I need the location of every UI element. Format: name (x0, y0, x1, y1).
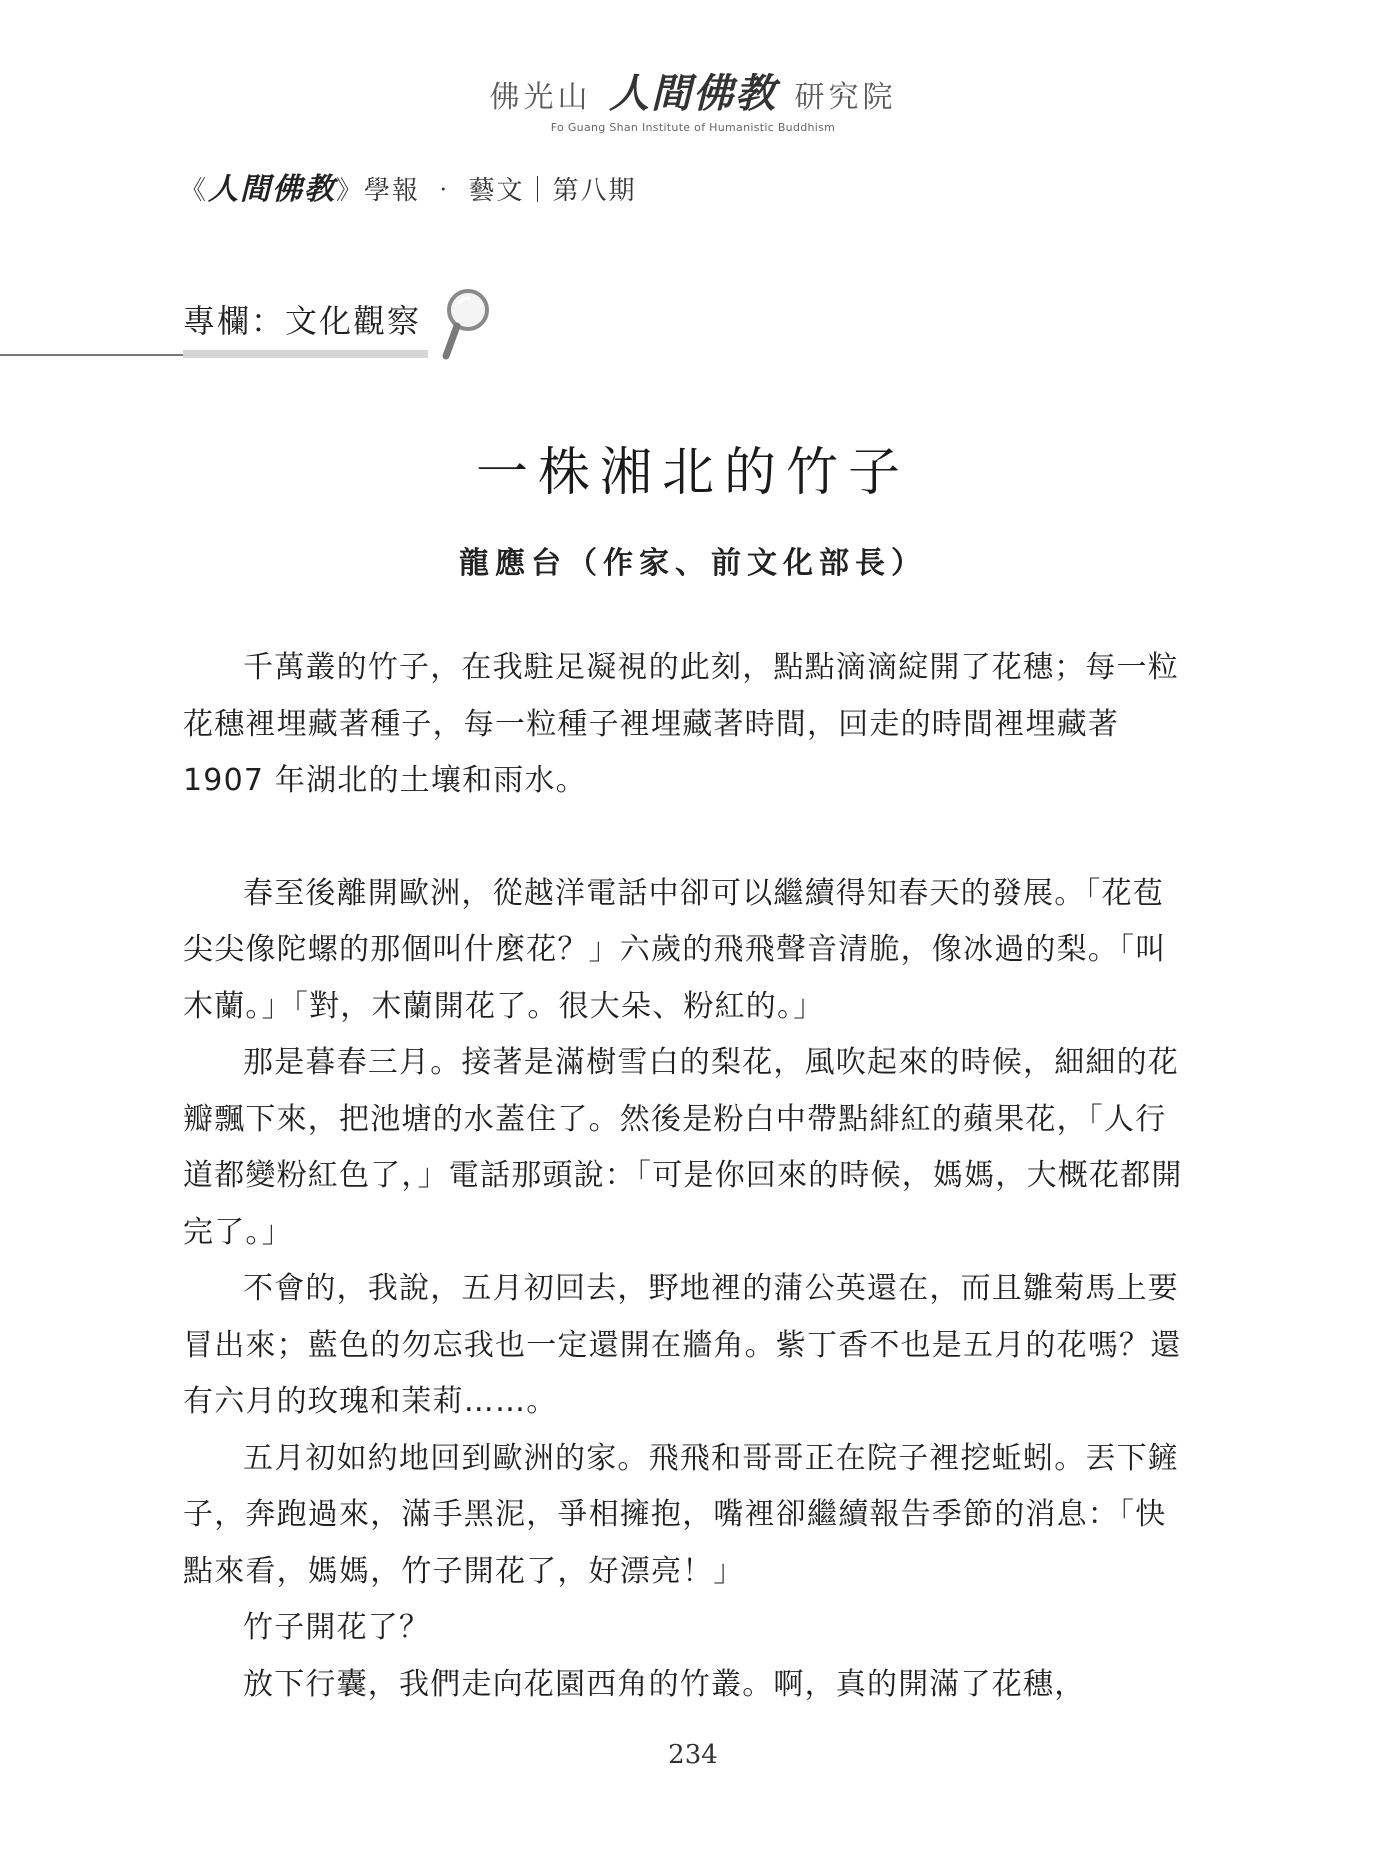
institute-header (0, 62, 1386, 134)
paragraph: 放下行囊，我們走向花園西角的竹叢。啊，真的開滿了花穗， (243, 1666, 1086, 1702)
paragraph: 春至後離開歐洲，從越洋電話中卻可以繼續得知春天的發展。「花苞尖尖像陀螺的那個叫什麼花？」六歲的飛飛聲音清脆，像冰過的梨。「叫木蘭。」「對，木蘭開花了。很大朵、粉紅的。」 (183, 875, 1167, 1024)
institute-prefix: 佛光山 (489, 80, 592, 115)
institute-english-name: Fo Guang Shan Institute of Humanistic Buddhism (550, 121, 836, 134)
paragraph: 竹子開花了？ (243, 1610, 431, 1645)
magnifier-icon (440, 286, 492, 362)
journal-issue: 》學報 ‧ 藝文｜第八期 (336, 176, 637, 206)
paragraph: 千萬叢的竹子，在我駐足凝視的此刻，點點滴滴綻開了花穗；每一粒花穗裡埋藏著種子，每一粒種子裡埋藏著時間，回走的時間裡埋藏著 1907 年湖北的土壤和雨水。 (183, 650, 1179, 798)
column-label: 專欄：文化觀察 (183, 302, 422, 340)
page-number: 234 (668, 1740, 718, 1770)
journal-logo: 人間佛教 (208, 172, 337, 207)
article-body (183, 640, 1183, 1713)
institute-suffix: 研究院 (794, 80, 897, 115)
article-author: 龍應台（作家、前文化部長） (459, 546, 927, 581)
column-underline (183, 350, 428, 358)
institute-name (0, 62, 1386, 119)
journal-open-bracket: 《 (180, 176, 209, 206)
paragraph: 不會的，我說，五月初回去，野地裡的蒲公英還在，而且雛菊馬上要冒出來；藍色的勿忘我也一定還開在牆角。紫丁香不也是五月的花嗎？還有六月的玫瑰和茉莉……。 (183, 1271, 1182, 1419)
journal-title (180, 164, 637, 208)
paragraph: 五月初如約地回到歐洲的家。飛飛和哥哥正在院子裡挖蚯蚓。丟下鏟子，奔跑過來，滿手黑泥，爭相擁抱，嘴裡卻繼續報告季節的消息：「快點來看，媽媽，竹子開花了，好漂亮！」 (183, 1440, 1179, 1589)
institute-logo: 人間佛教 (609, 71, 777, 117)
article-title: 一株湘北的竹子 (475, 443, 910, 503)
paragraph: 那是暮春三月。接著是滿樹雪白的梨花，風吹起來的時候，細細的花瓣飄下來，把池塘的水蓋住了。然後是粉白中帶點緋紅的蘋果花，「人行道都變粉紅色了，」電話那頭說：「可是你回來的時候，媽媽，大概花都開完了。」 (183, 1045, 1183, 1250)
